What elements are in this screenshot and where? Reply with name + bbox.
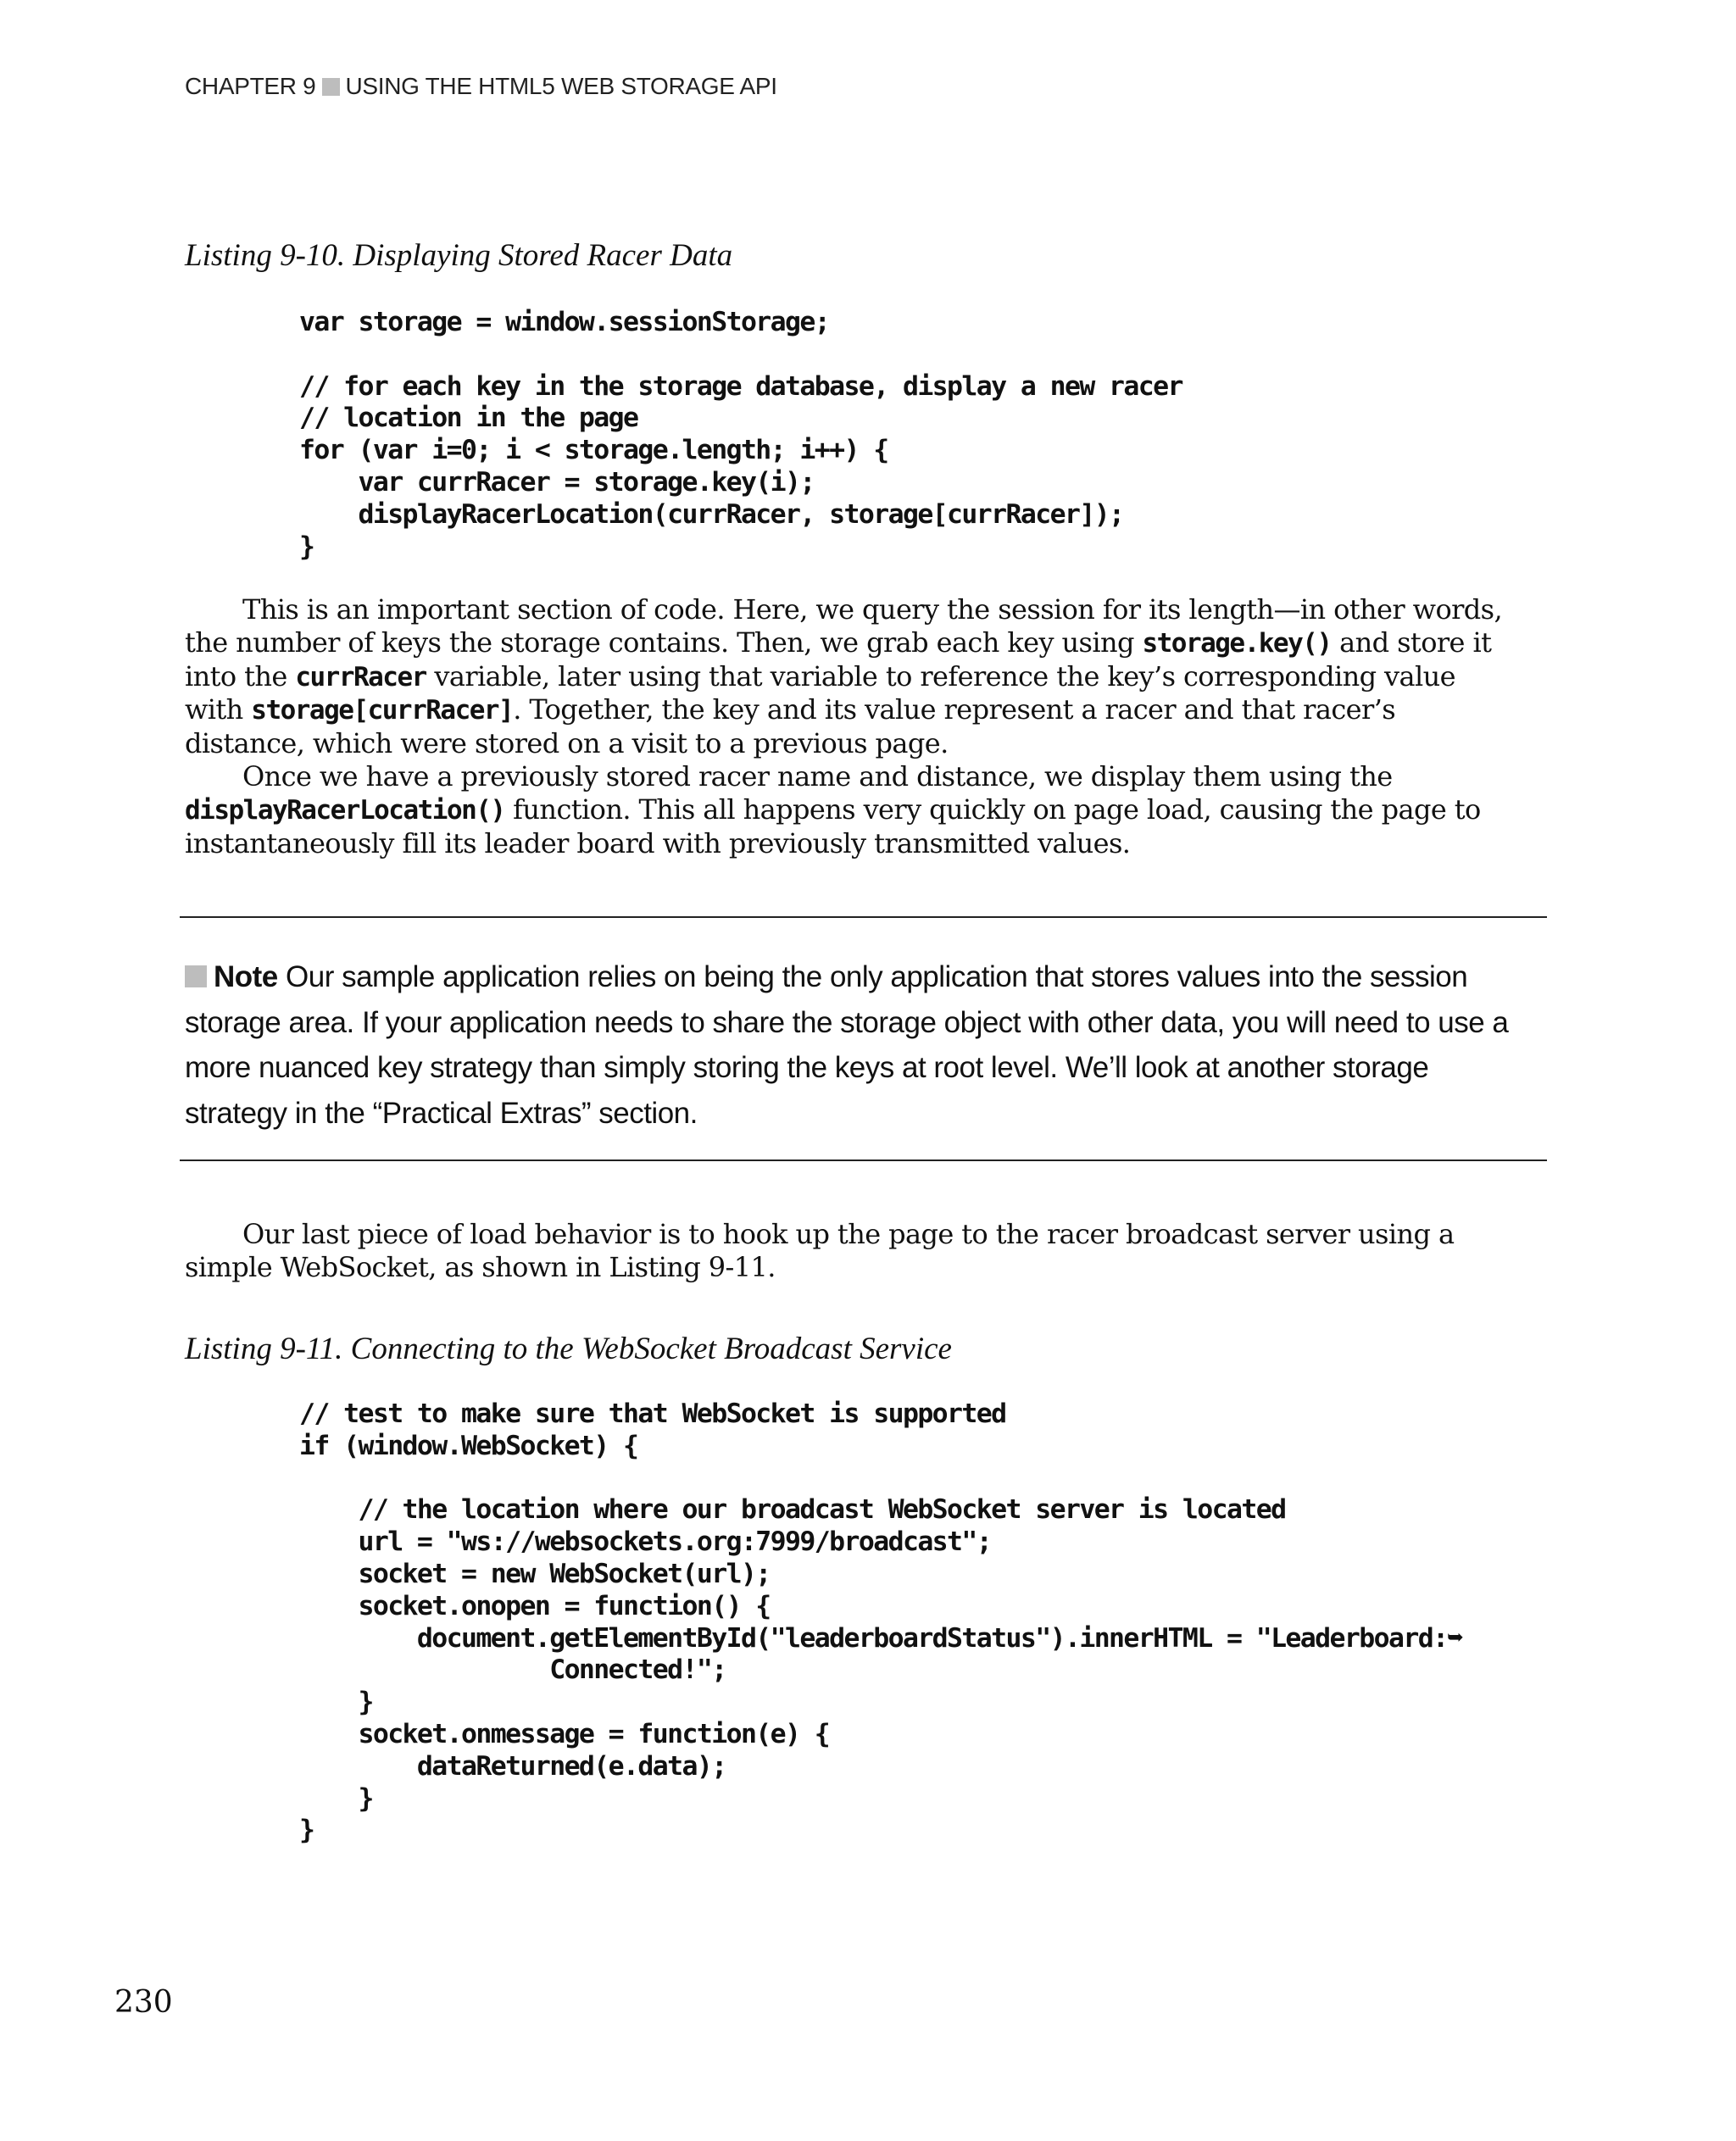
note-text: Our sample application relies on being the only application that stores values into the session storage area. If your application needs to share the storage object with other data, you will need to use a more nuanced key strategy than simply storing the keys at root level. We’ll look at another storage strategy in the “Practical Extras” section. bbox=[185, 960, 1509, 1130]
paragraph: This is an important section of code. Here, we query the session for its length—in other words, the number of keys the storage contains. Then, we grab each key using storage.key() and store it into the currRacer variable, later using that variable to reference the key’s corresponding value with storage[currRacer]. Together, the key and its value represent a racer and that racer’s distance, which were stored on a visit to a previous page. bbox=[185, 593, 1503, 760]
note-square-icon bbox=[185, 965, 207, 987]
listing-9-10-code: var storage = window.sessionStorage; // for each key in the storage database, display a new racer // location in the page for (var i=0; i < storage.length; i++) { var currRacer = storage.key(i); displayRacerLocation(currRacer, storage[currRacer]); } bbox=[299, 307, 1182, 562]
note-label: Note bbox=[214, 960, 278, 993]
chapter-title: USING THE HTML5 WEB STORAGE API bbox=[345, 73, 777, 99]
listing-9-11-caption bbox=[185, 1331, 952, 1367]
note-box bbox=[185, 954, 1533, 1136]
inline-code: currRacer bbox=[295, 661, 426, 692]
body-text-2 bbox=[185, 1218, 1516, 1284]
page-number: 230 bbox=[114, 1985, 173, 2020]
listing-title: Displaying Stored Racer Data bbox=[353, 238, 733, 273]
note-top-rule bbox=[180, 916, 1547, 918]
listing-number: Listing 9-11. bbox=[185, 1332, 343, 1366]
chapter-label: CHAPTER 9 bbox=[185, 73, 316, 99]
note-bottom-rule bbox=[180, 1159, 1547, 1161]
listing-title: Connecting to the WebSocket Broadcast Service bbox=[350, 1332, 952, 1366]
inline-code: storage.key() bbox=[1142, 627, 1332, 659]
running-header bbox=[185, 73, 777, 100]
listing-9-10-caption bbox=[185, 237, 732, 274]
inline-code: displayRacerLocation() bbox=[185, 794, 505, 826]
paragraph: Our last piece of load behavior is to hook up the page to the racer broadcast server using a simple WebSocket, as shown in Listing 9-11. bbox=[185, 1218, 1455, 1283]
paragraph: Once we have a previously stored racer name and distance, we display them using the displayRacerLocation() function. This all happens very quickly on page load, causing the page to instantaneously fill its leader board with previously transmitted values. bbox=[185, 759, 1481, 859]
listing-9-11-code: // test to make sure that WebSocket is supported if (window.WebSocket) { // the location where our broadcast WebSocket server is located url = "ws://websockets.org:7999/broadcast"; socket = new WebSocket(url); socket.onopen = function() { document.getElementById("leaderboardStatus").innerHTML = "Leaderboard:➥ Connected!"; } socket.onmessage = function(e) { dataReturned(e.data); } } bbox=[299, 1399, 1462, 1846]
listing-number: Listing 9-10. bbox=[185, 238, 346, 273]
inline-code: storage[currRacer] bbox=[251, 695, 514, 726]
header-square-icon bbox=[322, 78, 340, 96]
body-text-1 bbox=[185, 593, 1516, 859]
